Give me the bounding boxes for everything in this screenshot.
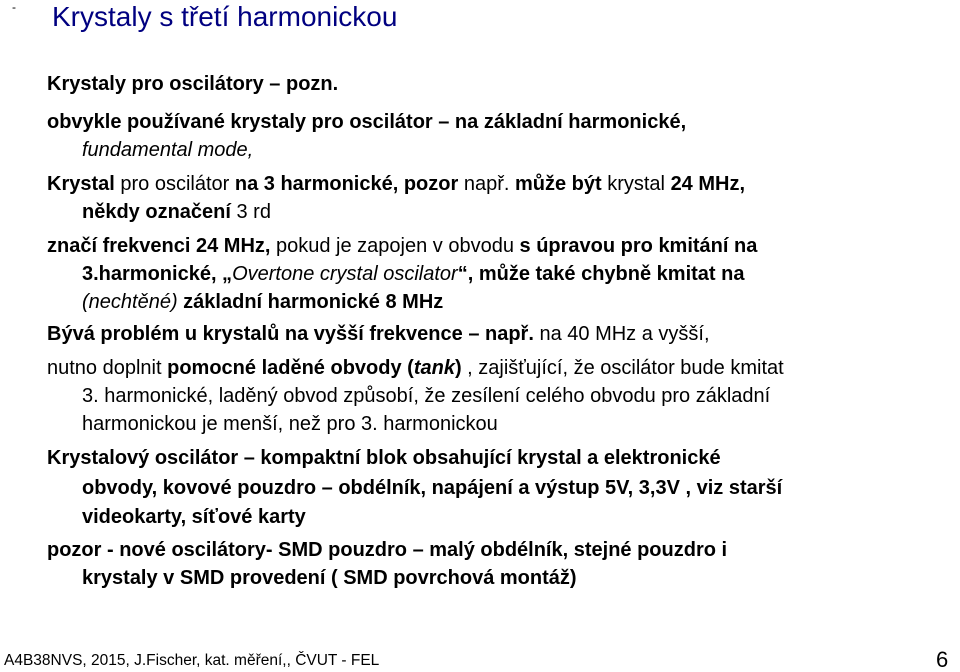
text-run: Krystal — [47, 173, 115, 195]
text-run: pomocné laděné obvody ( — [167, 357, 414, 379]
text-run: značí — [47, 235, 98, 257]
text-run: může být — [514, 173, 602, 195]
text-run: pokud je zapojen v obvodu — [270, 235, 520, 257]
text-run: krystaly v SMD provedení ( SMD povrchová montáž) — [82, 567, 577, 589]
text-run: Krystaly pro oscilátory – pozn. — [47, 73, 339, 95]
text-line — [82, 412, 498, 436]
text-line — [82, 290, 443, 314]
text-run: frekvenci 24 MHz, — [102, 235, 271, 257]
text-run: s úpravou pro kmitání na — [519, 235, 758, 257]
text-run: 3. harmonické, laděný obvod způsobí, že zesílení celého obvodu pro základní — [82, 385, 771, 407]
text-line — [47, 446, 721, 470]
text-run: 24 MHz, — [670, 173, 746, 195]
text-run: obvykle používané krystaly pro oscilátor – na základní harmonické, — [47, 111, 687, 133]
text-run: základní harmonické 8 MHz — [177, 291, 444, 313]
text-line — [82, 200, 271, 224]
text-run: 3.harmonické, „ — [82, 263, 233, 285]
text-line — [47, 322, 710, 346]
text-run: někdy označení — [82, 201, 231, 223]
text-run: videokarty, síťové karty — [82, 506, 306, 528]
text-run: fundamental mode, — [82, 139, 254, 161]
text-line — [82, 138, 253, 162]
text-run: na 3 harmonické, pozor — [234, 173, 459, 195]
text-line — [47, 356, 784, 380]
page-number: 6 — [936, 647, 949, 672]
text-line — [47, 72, 338, 96]
text-run: tank — [413, 357, 455, 379]
text-run: harmonickou je menší, než pro 3. harmonickou — [82, 413, 498, 435]
text-run: (nechtěné) — [82, 291, 178, 313]
text-run: např. — [458, 173, 515, 195]
text-line — [82, 476, 782, 500]
text-line — [47, 172, 745, 196]
text-line — [47, 110, 686, 134]
text-line — [82, 566, 577, 590]
text-run: krystal — [601, 173, 671, 195]
text-run: obvody, kovové pouzdro – obdélník, napájení a výstup 5V, 3,3V , viz starší — [82, 477, 783, 499]
slide-footer: A4B38NVS, 2015, J.Fischer, kat. měření,, ČVUT - FEL — [4, 652, 380, 669]
bullet-marker: - — [12, 0, 16, 14]
text-run: 3 rd — [230, 201, 271, 223]
text-run: pozor - nové oscilátory- SMD pouzdro – malý obdélník, stejné pouzdro i — [47, 539, 728, 561]
text-run: Bývá problém u krystalů na vyšší frekvence – např. — [47, 323, 534, 345]
text-run: “, může také chybně kmitat na — [457, 263, 745, 285]
text-line — [82, 384, 770, 408]
text-line — [82, 505, 306, 529]
text-run: Overtone crystal oscilator — [232, 263, 458, 285]
text-line — [47, 538, 727, 562]
text-run: , zajišťující, že oscilátor bude kmitat — [461, 357, 784, 379]
text-run: na 40 MHz a vyšší, — [533, 323, 710, 345]
text-run: nutno doplnit — [47, 357, 168, 379]
text-line — [82, 262, 744, 286]
text-run: Krystalový oscilátor – kompaktní blok obsahující krystal a elektronické — [47, 447, 721, 469]
text-line — [47, 234, 757, 258]
slide-title: Krystaly s třetí harmonickou — [52, 1, 398, 32]
text-run: ) — [454, 357, 462, 379]
text-run: pro oscilátor — [114, 173, 235, 195]
